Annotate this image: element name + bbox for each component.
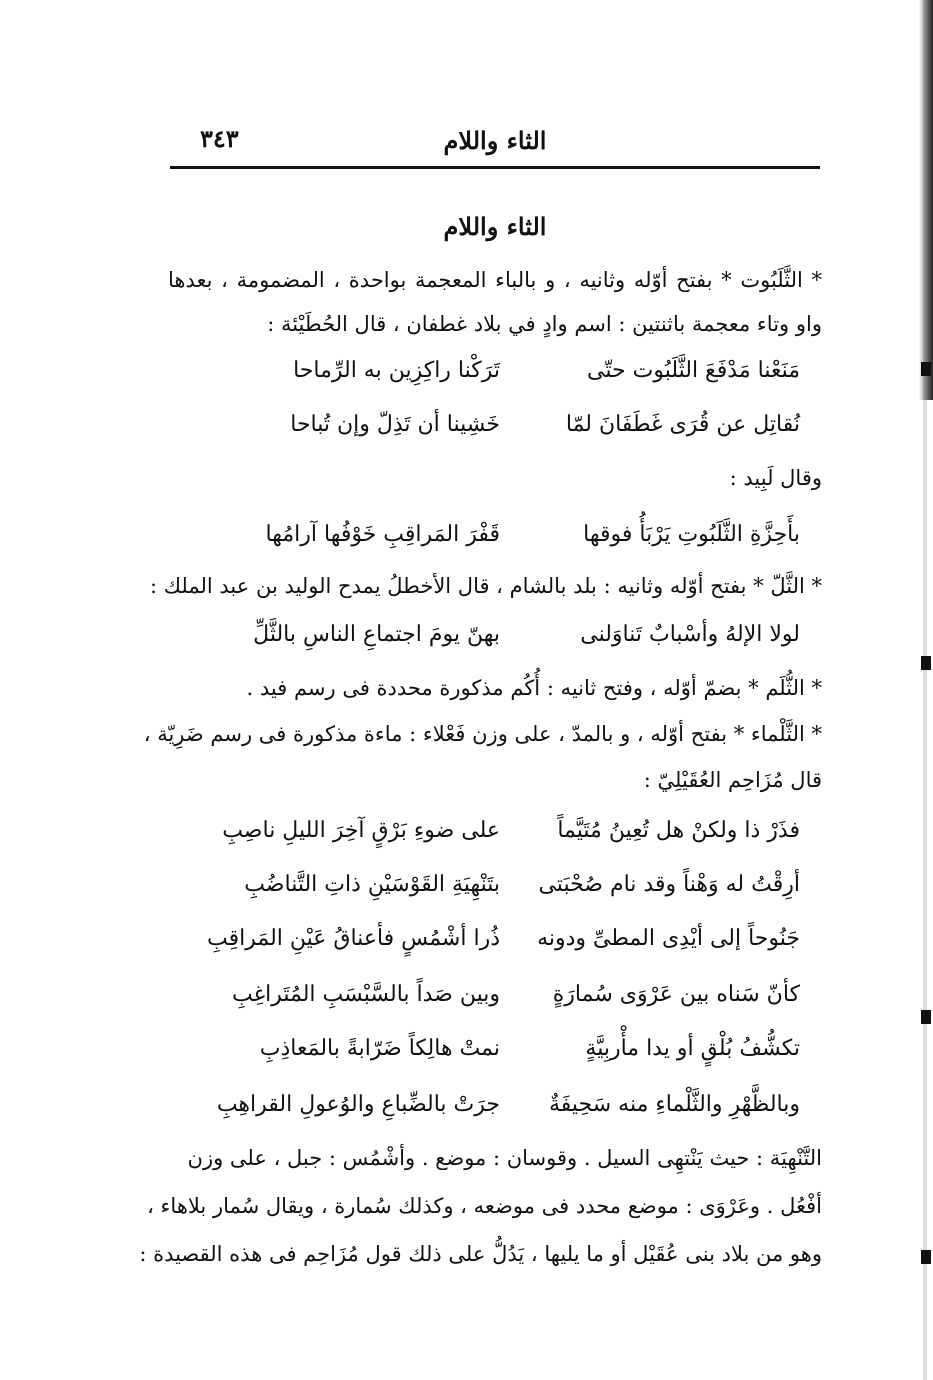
margin-mark bbox=[921, 362, 931, 376]
commentary-line: التَّنْهِيَة : حيث يَنْتهِى السيل . وقوسان : موضع . وأشْمُس : جبل ، على وزن bbox=[187, 1146, 822, 1170]
running-head: الثاء واللام bbox=[443, 126, 547, 155]
page-header bbox=[170, 120, 820, 170]
section-title: الثاء واللام bbox=[443, 212, 547, 241]
verse-first-hemistich: أرِقْتُ له وَهْناً وقد نام صُحْبَتى bbox=[538, 872, 800, 897]
verse-first-hemistich: بأَحِزَّةِ الثَّلَبُوتِ يَرْبَأُ فوقها bbox=[583, 522, 800, 547]
margin-mark bbox=[921, 1250, 931, 1264]
header-rule bbox=[170, 166, 820, 169]
verse-line bbox=[200, 1092, 800, 1132]
margin-mark bbox=[921, 1010, 931, 1024]
verse-second-hemistich: قَفْرَ المَراقِبِ خَوْفُها آرامُها bbox=[265, 522, 500, 547]
verse-first-hemistich: وبالظَّهْرِ والثَّلْماءِ منه سَحِيفَةٌ bbox=[548, 1092, 800, 1117]
entry-thulam: * الثُّلَم * بضمّ أوّله ، وفتح ثانيه : أُكُم مذكورة محددة فى رسم فيد . bbox=[246, 676, 822, 700]
verse-line bbox=[200, 412, 800, 452]
verse-second-hemistich: وبين صَداً بالسَّبْسَبِ المُتَراغِبِ bbox=[231, 982, 500, 1007]
scan-shadow bbox=[919, 0, 933, 400]
entry-thalma: * الثَّلْماء * بفتح أوّله ، و بالمدّ ، على وزن فَعْلاء : ماءة مذكورة فى رسم ضَرِيّة ، bbox=[143, 722, 822, 746]
verse-line bbox=[200, 872, 800, 912]
verse-first-hemistich: كأنّ سَناه بين عَرْوَى سُمارَةٍ bbox=[552, 982, 800, 1007]
muzahim-intro: قال مُزَاحِم العُقَيْلِيّ : bbox=[643, 768, 822, 792]
verse-second-hemistich: بتَنْهِيَةِ القَوْسَيْنِ ذاتِ التَّناضُبِ bbox=[244, 872, 500, 897]
verse-first-hemistich: تكشُّفُ بُلْقٍ أو يدا مأْربِيَّةٍ bbox=[585, 1036, 800, 1061]
verse-line bbox=[200, 818, 800, 858]
verse-line bbox=[200, 358, 800, 398]
verse-second-hemistich: جرَتْ بالضِّباعِ والوُعولِ القراهِبِ bbox=[216, 1092, 500, 1117]
commentary-line: وهو من بلاد بنى عُقَيْل أو ما يليها ، يَدُلُّ على ذلك قول مُزَاحِم فى هذه القصيدة : bbox=[139, 1242, 822, 1266]
verse-line bbox=[200, 522, 800, 562]
page-number: ٣٤٣ bbox=[200, 124, 239, 153]
verse-second-hemistich: نمتْ هالِكاً ضَرّابةً بالمَعاذِبِ bbox=[259, 1036, 500, 1061]
verse-second-hemistich: تَرَكْنا راكِزِين به الرِّماحا bbox=[293, 358, 500, 383]
verse-first-hemistich: فذَرْ ذا ولكنْ هل تُعِينُ مُتَيَّماً bbox=[557, 818, 800, 843]
verse-second-hemistich: ذُرا أشْمُسٍ فأعناقُ عَيْنِ المَراقِبِ bbox=[207, 926, 500, 951]
verse-line bbox=[200, 1036, 800, 1076]
verse-line bbox=[200, 926, 800, 966]
margin-mark bbox=[921, 656, 931, 670]
verse-second-hemistich: خَشِينا أن تَذِلّ وإن تُباحا bbox=[290, 412, 500, 437]
verse-first-hemistich: جَنُوحاً إلى أيْدِى المطىِّ ودونه bbox=[537, 926, 800, 951]
verse-line bbox=[200, 622, 800, 662]
verse-first-hemistich: نُقاتِل عن قُرَى غَطَفَانَ لمّا bbox=[565, 412, 800, 437]
commentary-line: أفْعُل . وعَرْوَى : موضع محدد فى موضعه ، وكذلك سُمارة ، ويقال سُمار بلاهاء ، bbox=[147, 1194, 822, 1218]
entry-thalbut: * الثَّلَبُوت * بفتح أوّله وثانيه ، و بالباء المعجمة بواحدة ، المضمومة ، بعدها واو وتاء معجمة باثنتين : اسم وادٍ في بلاد غطفان ، قال الحُطَيْئة : bbox=[168, 268, 822, 336]
verse-first-hemistich: مَنَعْنا مَدْفَعَ الثَّلَبُوت حتّى bbox=[587, 358, 800, 383]
verse-second-hemistich: بهنّ يومَ اجتماعِ الناسِ بالثَّلِّ bbox=[253, 622, 500, 647]
verse-second-hemistich: على ضوءِ بَرْقٍ آخِرَ الليلِ ناصِبِ bbox=[222, 818, 500, 843]
labid-intro: وقال لَبِيد : bbox=[729, 466, 822, 490]
verse-first-hemistich: لولا الإلهُ وأسْبابٌ تَناوَلنى bbox=[580, 622, 800, 647]
verse-line bbox=[200, 982, 800, 1022]
entry-thall: * الثَّلّ * بفتح أوّله وثانيه : بلد بالشام ، قال الأخطلُ يمدح الوليد بن عبد الملك : bbox=[149, 574, 822, 598]
